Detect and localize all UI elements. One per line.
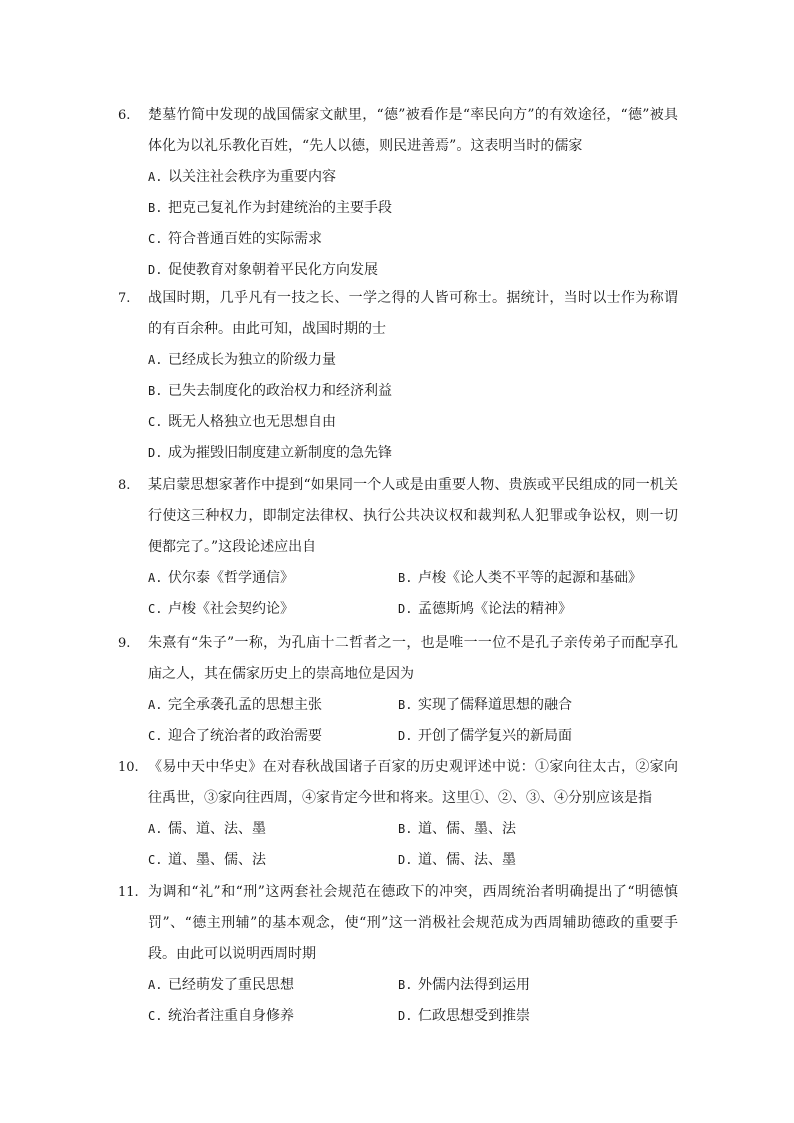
option-letter: D.	[398, 602, 413, 616]
option-text: 道、儒、法、墨	[418, 852, 516, 868]
option-text: 迎合了统治者的政治需要	[168, 728, 322, 744]
question-number: 9.	[118, 636, 131, 651]
question-stem: 为调和“礼”和“刑”这两套社会规范在德政下的冲突，西周统治者明确提出了“明德慎罚”、“德主刑辅”的基本观念，使“刑”这一消极社会规范成为西周辅助德政的重要手段。由此可以说明西周时期	[148, 884, 678, 962]
option-a[interactable]	[148, 345, 678, 376]
option-letter: D.	[148, 263, 163, 277]
option-row	[148, 845, 678, 876]
option-row	[148, 721, 678, 752]
option-letter: A.	[148, 698, 163, 712]
option-letter: B.	[148, 201, 163, 215]
question-number: 10.	[118, 760, 139, 775]
question-number: 7.	[118, 291, 131, 306]
option-row	[148, 690, 678, 721]
option-letter: B.	[398, 571, 413, 585]
option-d[interactable]	[398, 594, 648, 625]
option-text: 既无人格独立也无思想自由	[168, 414, 336, 430]
option-letter: D.	[398, 1009, 413, 1023]
option-c[interactable]	[148, 1001, 398, 1032]
option-text: 把克己复礼作为封建统治的主要手段	[168, 200, 392, 216]
option-a[interactable]	[148, 690, 398, 721]
option-text: 伏尔泰《哲学通信》	[168, 570, 294, 586]
option-text: 道、儒、墨、法	[418, 821, 516, 837]
option-letter: B.	[398, 822, 413, 836]
option-a[interactable]	[148, 814, 398, 845]
option-letter: D.	[398, 729, 413, 743]
option-text: 已失去制度化的政治权力和经济利益	[168, 383, 392, 399]
question-number: 8.	[118, 478, 131, 493]
option-d[interactable]	[398, 721, 648, 752]
option-text: 外儒内法得到运用	[418, 977, 530, 993]
option-a[interactable]	[148, 970, 398, 1001]
option-text: 仁政思想受到推崇	[418, 1008, 530, 1024]
option-text: 卢梭《社会契约论》	[168, 601, 294, 617]
question-7	[118, 283, 678, 469]
option-a[interactable]	[148, 563, 398, 594]
option-d[interactable]	[398, 845, 648, 876]
option-text: 促使教育对象朝着平民化方向发展	[168, 262, 378, 278]
option-text: 孟德斯鸠《论法的精神》	[418, 601, 572, 617]
option-letter: A.	[148, 170, 163, 184]
option-letter: B.	[148, 384, 163, 398]
option-row	[148, 970, 678, 1001]
option-text: 完全承袭孔孟的思想主张	[168, 697, 322, 713]
question-stem: 《易中天中华史》在对春秋战国诸子百家的历史观评述中说：①家向往太古，②家向往禹世，③家向往西周，④家肯定今世和将来。这里①、②、③、④分别应该是指	[148, 759, 678, 806]
option-letter: B.	[398, 698, 413, 712]
option-d[interactable]	[398, 1001, 648, 1032]
option-text: 卢梭《论人类不平等的起源和基础》	[418, 570, 642, 586]
question-8	[118, 470, 678, 625]
option-letter: A.	[148, 978, 163, 992]
question-stem: 朱熹有“朱子”一称，为孔庙十二哲者之一，也是唯一一位不是孔子亲传弟子而配享孔庙之人，其在儒家历史上的崇高地位是因为	[148, 635, 678, 682]
option-letter: C.	[148, 232, 163, 246]
option-row	[148, 563, 678, 594]
option-b[interactable]	[398, 563, 648, 594]
option-text: 符合普通百姓的实际需求	[168, 231, 322, 247]
option-c[interactable]	[148, 224, 678, 255]
option-b[interactable]	[398, 814, 648, 845]
question-10	[118, 752, 678, 876]
option-a[interactable]	[148, 162, 678, 193]
option-letter: A.	[148, 822, 163, 836]
question-stem: 某启蒙思想家著作中提到“如果同一个人或是由重要人物、贵族或平民组成的同一机关行使这三种权力，即制定法律权、执行公共决议权和裁判私人犯罪或争讼权，则一切便都完了。”这段论述应出自	[148, 477, 678, 555]
option-letter: C.	[148, 853, 163, 867]
option-text: 已经萌发了重民思想	[168, 977, 294, 993]
option-letter: A.	[148, 353, 163, 367]
option-b[interactable]	[148, 376, 678, 407]
question-stem: 楚墓竹简中发现的战国儒家文献里，“德”被看作是“率民向方”的有效途径，“德”被具体化为以礼乐教化百姓，“先人以德，则民进善焉”。这表明当时的儒家	[148, 107, 678, 154]
option-text: 统治者注重自身修养	[168, 1008, 294, 1024]
option-text: 开创了儒学复兴的新局面	[418, 728, 572, 744]
option-letter: D.	[148, 446, 163, 460]
question-stem: 战国时期，几乎凡有一技之长、一学之得的人皆可称士。据统计，当时以士作为称谓的有百余种。由此可知，战国时期的士	[148, 290, 678, 337]
option-letter: A.	[148, 571, 163, 585]
question-9	[118, 628, 678, 752]
option-d[interactable]	[148, 255, 678, 286]
question-number: 11.	[118, 885, 139, 900]
question-number: 6.	[118, 108, 131, 123]
option-c[interactable]	[148, 594, 398, 625]
option-text: 成为摧毁旧制度建立新制度的急先锋	[168, 445, 392, 461]
question-11	[118, 877, 678, 1032]
option-d[interactable]	[148, 438, 678, 469]
option-text: 儒、道、法、墨	[168, 821, 266, 837]
option-b[interactable]	[398, 690, 648, 721]
option-letter: C.	[148, 729, 163, 743]
question-6	[118, 100, 678, 286]
option-letter: C.	[148, 1009, 163, 1023]
option-text: 以关注社会秩序为重要内容	[168, 169, 336, 185]
option-letter: C.	[148, 602, 163, 616]
option-c[interactable]	[148, 407, 678, 438]
option-c[interactable]	[148, 721, 398, 752]
option-text: 道、墨、儒、法	[168, 852, 266, 868]
option-c[interactable]	[148, 845, 398, 876]
option-row	[148, 1001, 678, 1032]
option-text: 实现了儒释道思想的融合	[418, 697, 572, 713]
option-b[interactable]	[148, 193, 678, 224]
option-letter: D.	[398, 853, 413, 867]
option-text: 已经成长为独立的阶级力量	[168, 352, 336, 368]
option-row	[148, 594, 678, 625]
option-letter: C.	[148, 415, 163, 429]
option-b[interactable]	[398, 970, 648, 1001]
option-letter: B.	[398, 978, 413, 992]
option-row	[148, 814, 678, 845]
